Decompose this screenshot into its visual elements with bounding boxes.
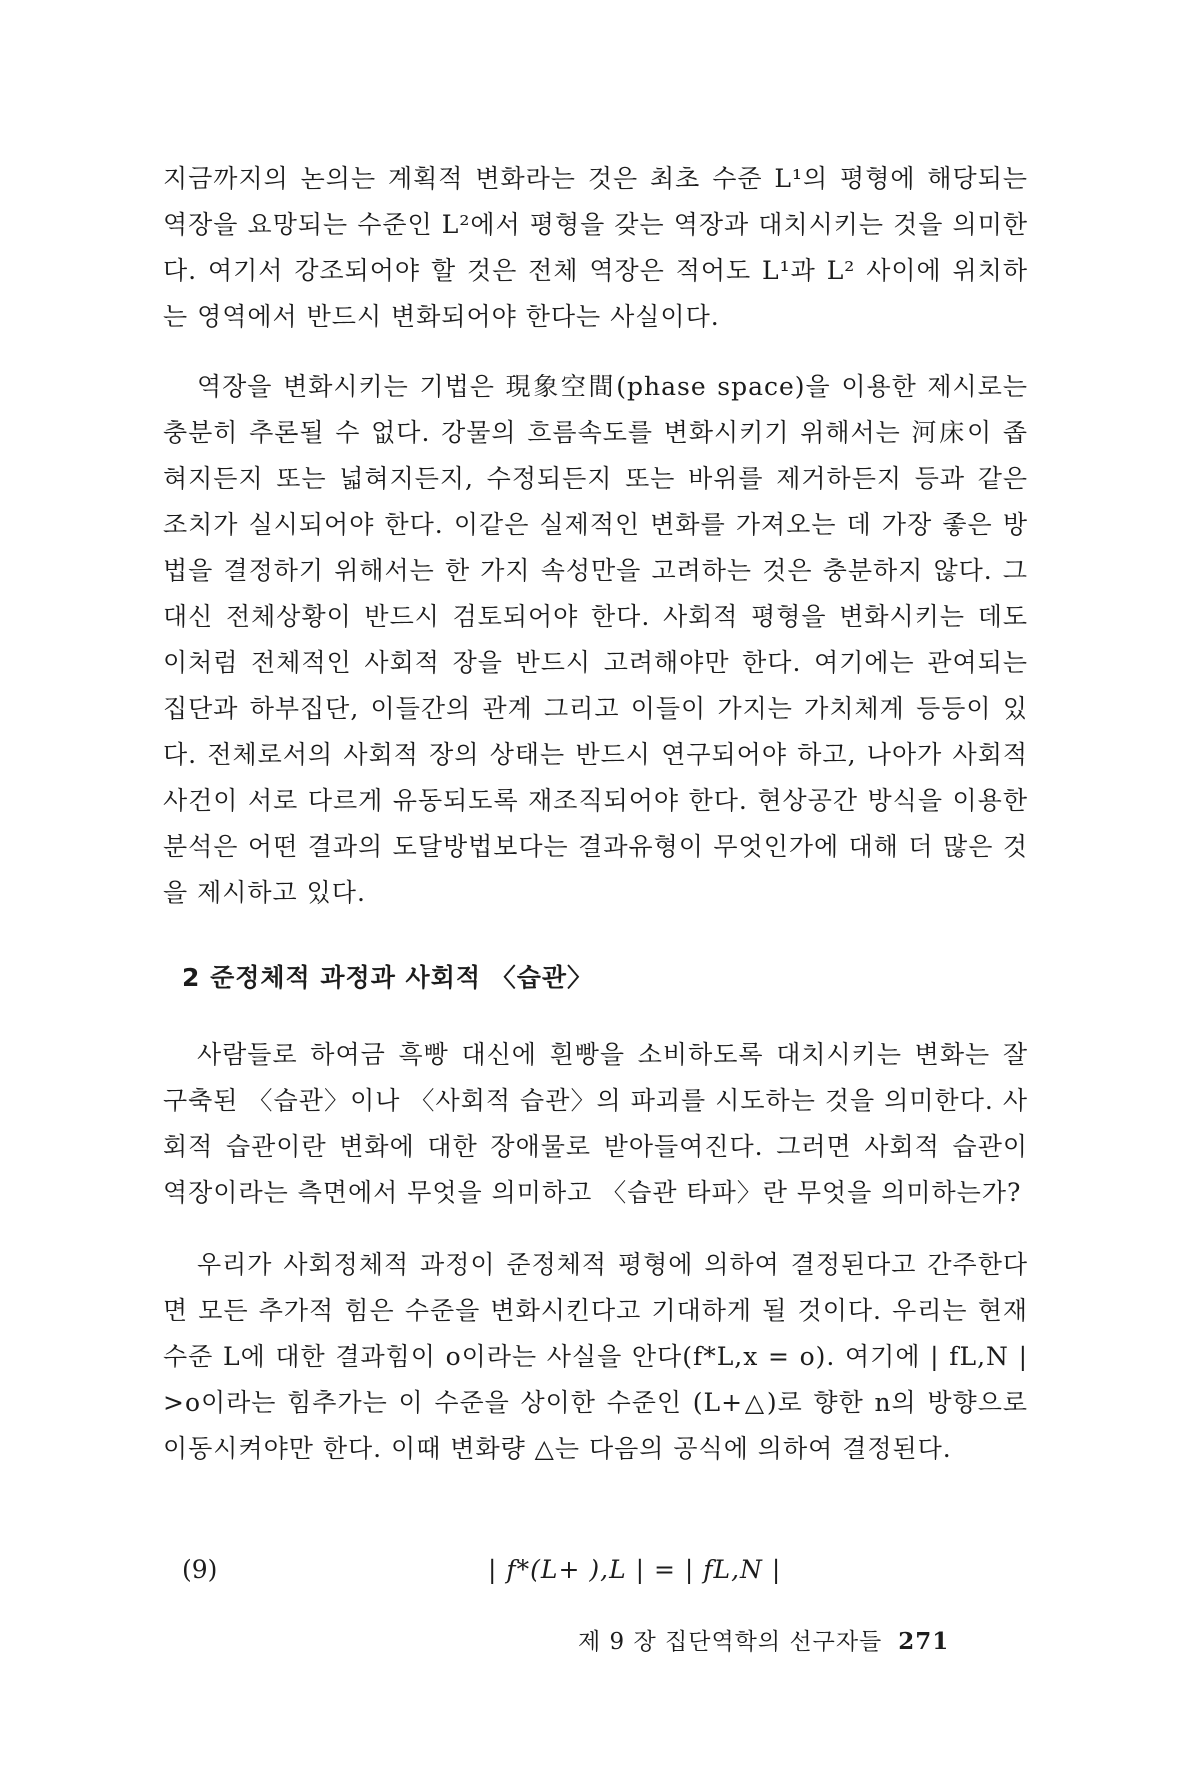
equation-number: (9) bbox=[182, 1555, 218, 1584]
paragraph-text: 지금까지의 논의는 계획적 변화라는 것은 최초 수준 L¹의 평형에 해당되는 역장을 요망되는 수준인 L²에서 평형을 갖는 역장과 대치시키는 것을 의미한다. 여기서 강조되어야 할 것은 전체 역장은 적어도 L¹과 L² 사이에 위치하는 영역에서 반드시 변화되어야 한다는 사실이다. bbox=[163, 164, 1028, 331]
paragraph-text: 역장을 변화시키는 기법은 現象空間(phase space)을 이용한 제시로는 충분히 추론될 수 없다. 강물의 흐름속도를 변화시키기 위해서는 河床이 좁혀지든지 또는 넓혀지든지, 수정되든지 또는 바위를 제거하든지 등과 같은 조치가 실시되어야 한다. 이같은 실제적인 변화를 가져오는 데 가장 좋은 방법을 결정하기 위해서는 한 가지 속성만을 고려하는 것은 충분하지 않다. 그 대신 전체상황이 반드시 검토되어야 한다. 사회적 평형을 변화시키는 데도 이처럼 전체적인 사회적 장을 반드시 고려해야만 한다. 여기에는 관여되는 집단과 하부집단, 이들간의 관계 그리고 이들이 가지는 가치체계 등등이 있다. 전체로서의 사회적 장의 상태는 반드시 연구되어야 하고, 나아가 사회적 사건이 서로 다르게 유동되도록 재조직되어야 한다. 현상공간 방식을 이용한 분석은 어떤 결과의 도달방법보다는 결과유형이 무엇인가에 대해 더 많은 것을 제시하고 있다. bbox=[163, 372, 1028, 907]
body-paragraph-2 bbox=[163, 364, 1028, 916]
paragraph-text: 우리가 사회정체적 과정이 준정체적 평형에 의하여 결정된다고 간주한다면 모든 추가적 힘은 수준을 변화시킨다고 기대하게 될 것이다. 우리는 현재수준 L에 대한 결과힘이 o이라는 사실을 안다(f*L,x = o). 여기에 | fL,N | >o이라는 힘추가는 이 수준을 상이한 수준인 (L+△)로 향한 n의 방향으로 이동시켜야만 한다. 이때 변화량 △는 다음의 공식에 의하여 결정된다. bbox=[163, 1250, 1028, 1463]
page-number: 271 bbox=[898, 1628, 950, 1655]
running-footer-chapter: 제 9 장 집단역학의 선구자들 bbox=[578, 1629, 883, 1655]
equation-formula: | f*(L+ ),L | = | fL,N | bbox=[488, 1555, 782, 1584]
body-paragraph-4 bbox=[163, 1242, 1028, 1472]
paragraph-text: 사람들로 하여금 흑빵 대신에 흰빵을 소비하도록 대치시키는 변화는 잘 구축된 〈습관〉이나 〈사회적 습관〉의 파괴를 시도하는 것을 의미한다. 사회적 습관이란 변화에 대한 장애물로 받아들여진다. 그러면 사회적 습관이 역장이라는 측면에서 무엇을 의미하고 〈습관 타파〉란 무엇을 의미하는가? bbox=[163, 1040, 1028, 1207]
section-heading: 2 준정체적 과정과 사회적 〈습관〉 bbox=[182, 963, 594, 992]
page-footer bbox=[578, 1622, 949, 1662]
body-paragraph-3 bbox=[163, 1032, 1028, 1216]
body-paragraph-1 bbox=[163, 156, 1028, 340]
